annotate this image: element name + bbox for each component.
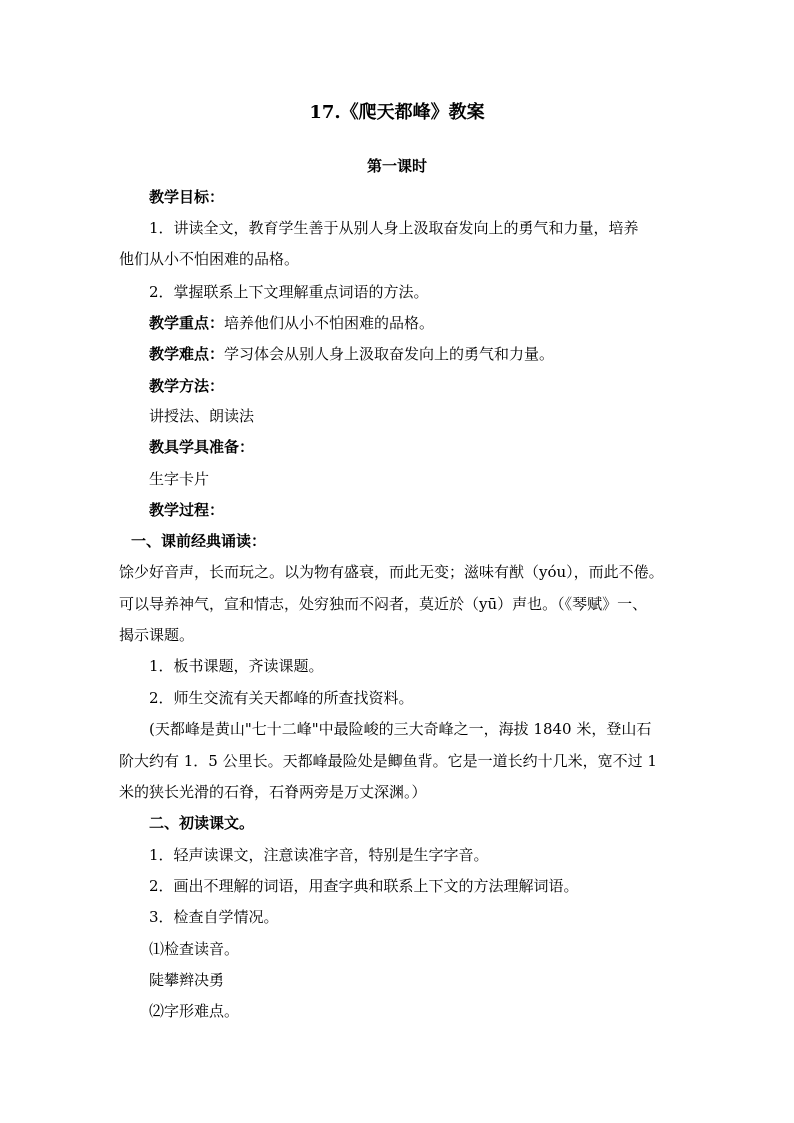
difficulty <box>149 344 554 364</box>
key-point <box>149 313 434 333</box>
section-2-heading: 二、初读课文。 <box>149 814 255 832</box>
read-step-2: 2．画出不理解的词语，用查字典和联系上下文的方法理解词语。 <box>149 877 579 895</box>
objectives-heading: 教学目标： <box>149 188 225 206</box>
difficulty-text: 学习体会从别人身上汲取奋发向上的勇气和力量。 <box>224 345 555 363</box>
recitation-line-1: 馀少好音声，长而玩之。以为物有盛衰，而此无变；滋味有猷（yóu），而此不倦。 <box>119 563 664 581</box>
check-pronunciation: ⑴检查读音。 <box>149 940 240 958</box>
recitation-line-2: 可以导养神气，宣和情志，处穷独而不闷者，莫近於（yū）声也。（《琴赋》一、 <box>119 595 648 613</box>
lesson-period: 第一课时 <box>366 157 427 175</box>
objective-2: 2．掌握联系上下文理解重点词语的方法。 <box>149 283 429 301</box>
recitation-line-3: 揭示课题。 <box>119 626 195 644</box>
info-line-1: (天都峰是黄山"七十二峰"中最险峻的三大奇峰之一，海拔 1840 米，登山石 <box>149 720 652 738</box>
info-line-2: 阶大约有 1．5 公里长。天都峰最险处是鲫鱼背。它是一道长约十几米，宽不过 1 <box>119 752 657 770</box>
objective-1-line-1: 1．讲读全文，教育学生善于从别人身上汲取奋发向上的勇气和力量，培养 <box>149 219 639 237</box>
read-step-3: 3．检查自学情况。 <box>149 908 279 926</box>
info-line-3: 米的狭长光滑的石脊，石脊两旁是万丈深渊。） <box>119 783 427 801</box>
tools-heading: 教具学具准备： <box>149 438 255 456</box>
objective-1-line-2: 他们从小不怕困难的品格。 <box>119 250 300 268</box>
step-1: 1．板书课题，齐读课题。 <box>149 657 324 675</box>
section-1-heading: 一、课前经典诵读： <box>131 532 267 550</box>
read-step-1: 1．轻声读课文，注意读准字音，特别是生字字音。 <box>149 846 489 864</box>
difficulty-label: 教学难点： <box>149 345 225 363</box>
document-title: 17.《爬天都峰》教案 <box>309 102 485 123</box>
process-heading: 教学过程： <box>149 501 225 519</box>
key-point-label: 教学重点： <box>149 314 225 332</box>
methods-text: 讲授法、朗读法 <box>149 407 255 425</box>
key-point-text: 培养他们从小不怕困难的品格。 <box>224 314 435 332</box>
step-2: 2．师生交流有关天都峰的所查找资料。 <box>149 689 414 707</box>
tools-text: 生字卡片 <box>149 470 210 488</box>
check-glyph-difficulty: ⑵字形难点。 <box>149 1002 240 1020</box>
methods-heading: 教学方法： <box>149 377 225 395</box>
check-pronunciation-words: 陡攀辫决勇 <box>149 971 225 989</box>
